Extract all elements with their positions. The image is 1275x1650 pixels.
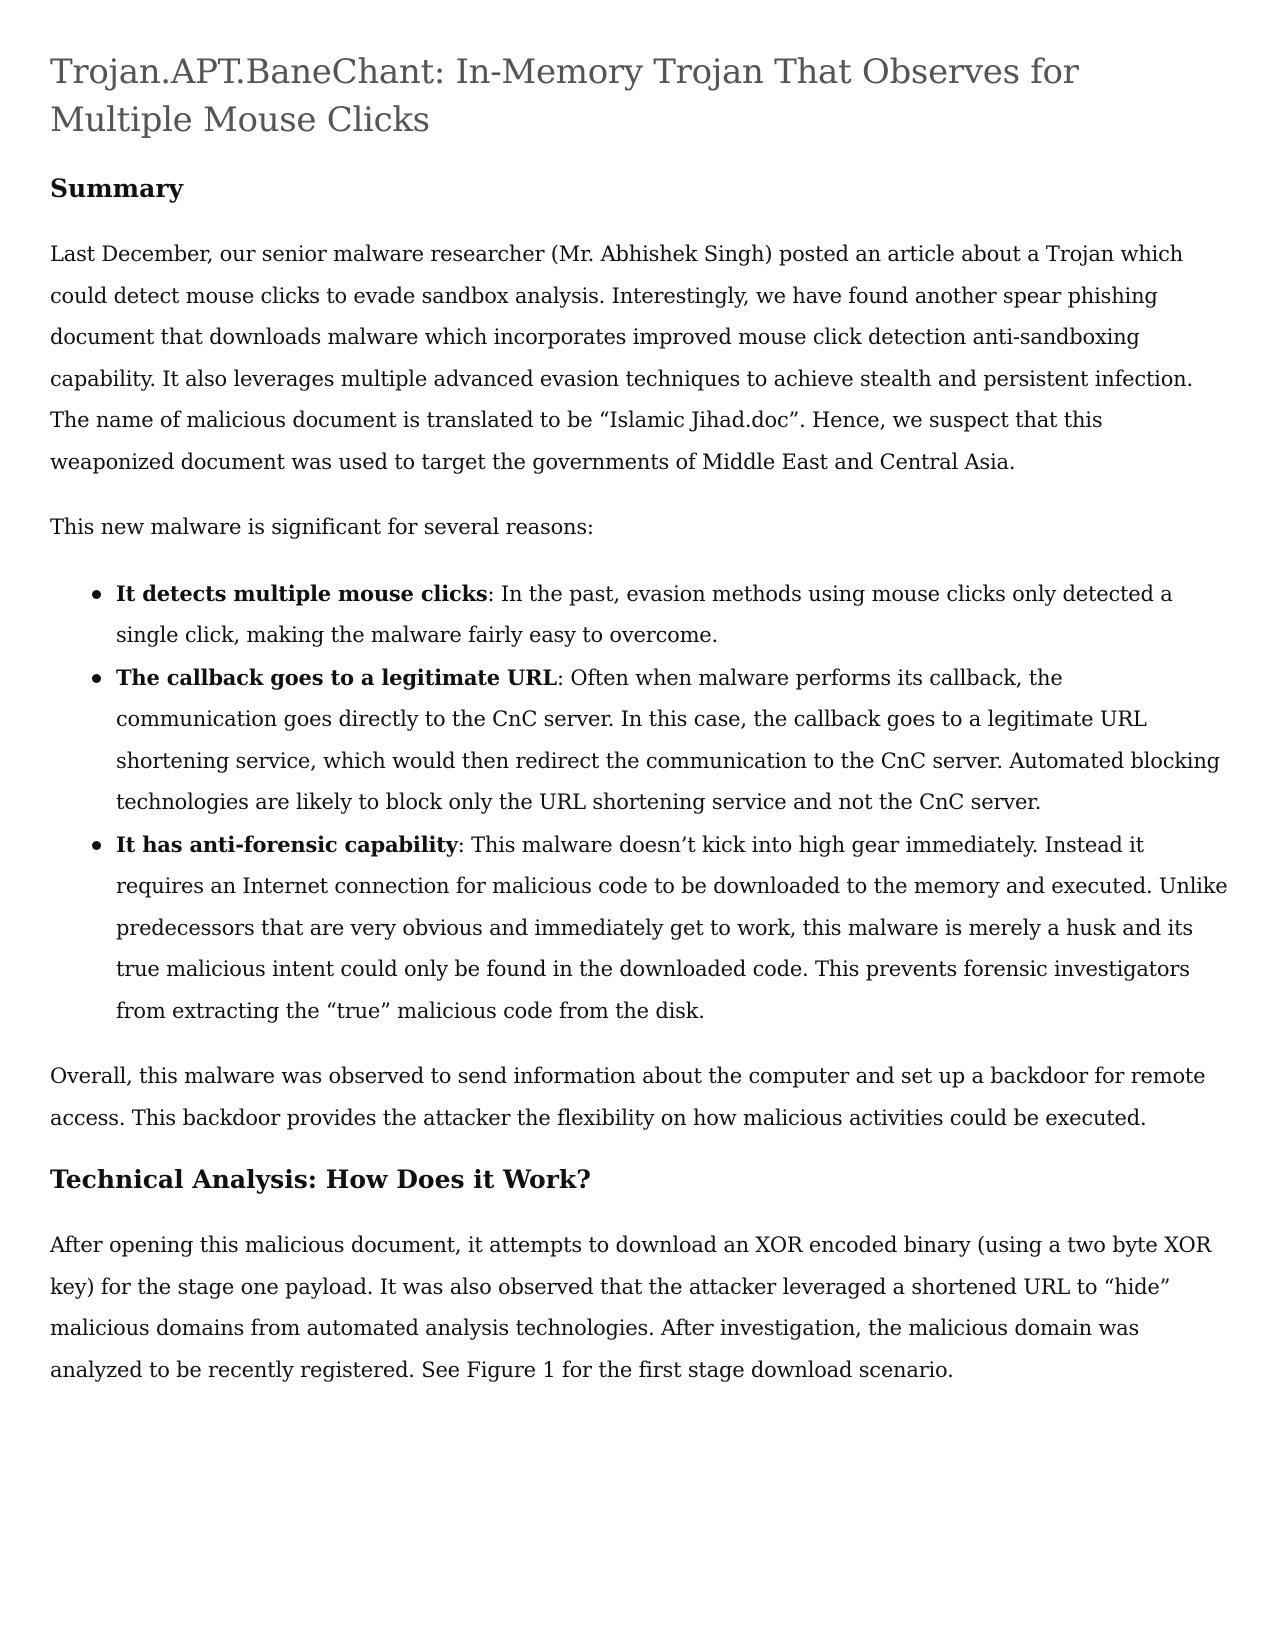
- list-item: [116, 824, 1230, 1033]
- page-title: Trojan.APT.BaneChant: In-Memory Trojan That Observes for Multiple Mouse Clicks: [50, 52, 1079, 140]
- overall-paragraph: Overall, this malware was observed to send information about the computer and set up a backdoor for remote access. This backdoor provides the attacker the flexibility on how malicious activities could be executed.: [50, 1064, 1206, 1130]
- bullet-icon: [92, 841, 101, 850]
- list-item: [116, 573, 1230, 657]
- reason-text: : Often when malware performs its callback, the communication goes directly to the CnC server. In this case, the callback goes to a legitimate URL shortening service, which would then redirect the communication to the CnC server. Automated blocking technologies are likely to block only the URL shortening service and not the CnC server.: [116, 665, 1220, 814]
- reason-bold-label: It detects multiple mouse clicks: [116, 580, 488, 606]
- summary-heading: Summary: [50, 174, 184, 203]
- technical-analysis-heading: Technical Analysis: How Does it Work?: [50, 1165, 591, 1194]
- technical-analysis-paragraph: After opening this malicious document, it attempts to download an XOR encoded binary (using a two byte XOR key) for the stage one payload. It was also observed that the attacker leveraged a shortened URL to “hide” malicious domains from automated analysis technologies. After investigation, the malicious domain was analyzed to be recently registered. See Figure 1 for the first stage download scenario.: [50, 1233, 1212, 1382]
- reason-bold-label: It has anti-forensic capability: [116, 831, 458, 857]
- reasons-lead-paragraph: This new malware is significant for several reasons:: [50, 515, 594, 539]
- reasons-list: [50, 573, 1230, 1033]
- reason-bold-label: The callback goes to a legitimate URL: [116, 664, 557, 690]
- summary-intro-paragraph: Last December, our senior malware researcher (Mr. Abhishek Singh) posted an article about a Trojan which could detect mouse clicks to evade sandbox analysis. Interestingly, we have found another spear phishing document that downloads malware which incorporates improved mouse click detection anti-sandboxing capability. It also leverages multiple advanced evasion techniques to achieve stealth and persistent infection. The name of malicious document is translated to be “Islamic Jihad.doc”. Hence, we suspect that this weaponized document was used to target the governments of Middle East and Central Asia.: [50, 242, 1193, 474]
- list-item: [116, 657, 1230, 824]
- bullet-icon: [92, 674, 101, 683]
- article: [50, 48, 1230, 1415]
- reason-text: : This malware doesn’t kick into high gear immediately. Instead it requires an Internet connection for malicious code to be downloaded to the memory and executed. Unlike predecessors that are very obvious and immediately get to work, this malware is merely a husk and its true malicious intent could only be found in the downloaded code. This prevents forensic investigators from extracting the “true” malicious code from the disk.: [116, 832, 1228, 1023]
- reason-text: : In the past, evasion methods using mouse clicks only detected a single click, making the malware fairly easy to overcome.: [116, 581, 1173, 647]
- bullet-icon: [92, 590, 101, 599]
